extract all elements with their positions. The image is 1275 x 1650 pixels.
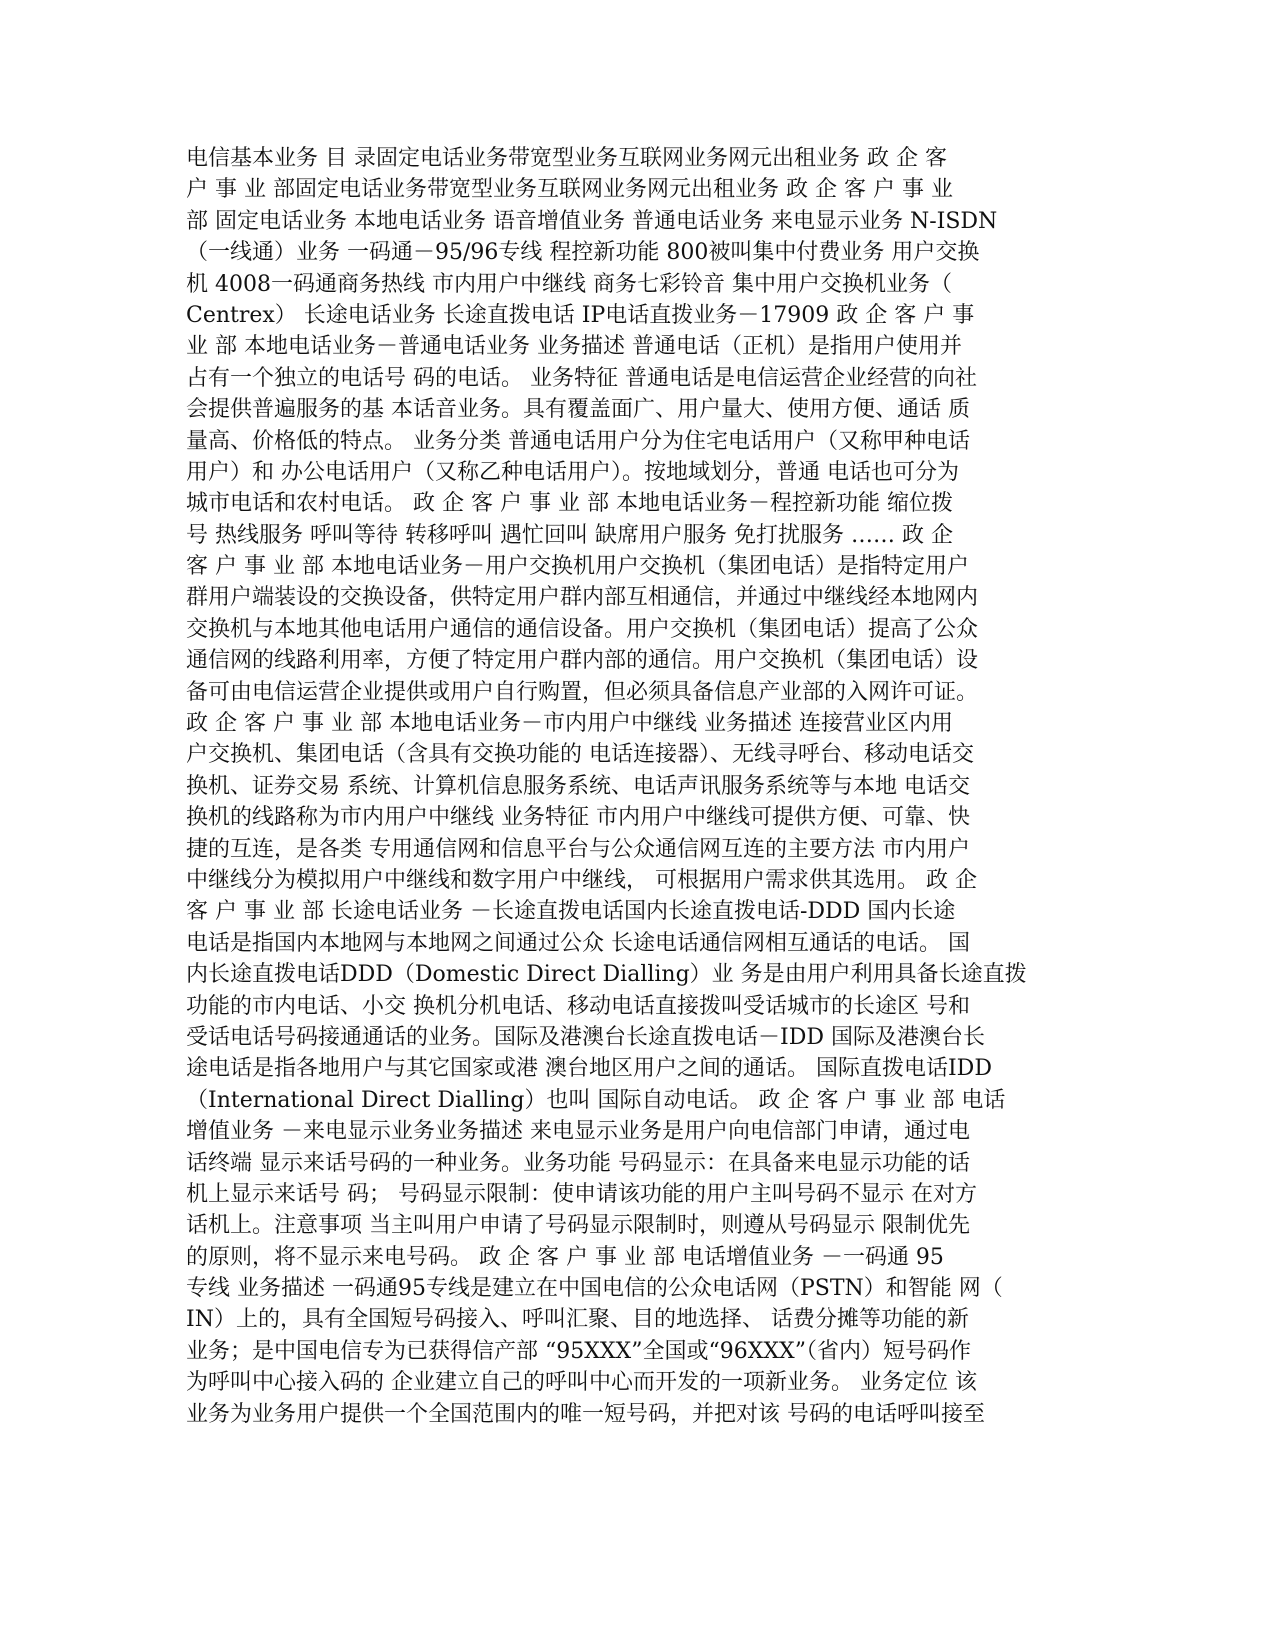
text-line: 话终端 显示来话号码的一种业务。业务功能 号码显示：在具备来电显示功能的话 bbox=[186, 1150, 970, 1176]
text-line: 途电话是指各地用户与其它国家或港 澳台地区用户之间的通话。 国际直拨电话IDD bbox=[186, 1056, 992, 1082]
text-line: 电信基本业务 目 录固定电话业务带宽型业务互联网业务网元出租业务 政 企 客 bbox=[186, 146, 947, 171]
text-line: 换机的线路称为市内用户中继线 业务特征 市内用户中继线可提供方便、可靠、快 bbox=[186, 805, 970, 831]
text-line: 备可由电信运营企业提供或用户自行购置，但必须具备信息产业部的入网许可证。 bbox=[186, 679, 979, 705]
text-line: 户交换机、集团电话（含具有交换功能的 电话连接器）、无线寻呼台、移动电话交 bbox=[186, 742, 974, 768]
text-line: 专线 业务描述 一码通95专线是建立在中国电信的公众电话网（PSTN）和智能 网（ bbox=[186, 1276, 1003, 1302]
text-line: 部 固定电话业务 本地电话业务 语音增值业务 普通电话业务 来电显示业务 N-ISDN bbox=[186, 208, 998, 234]
text-line: （International Direct Dialling）也叫 国际自动电话。 政 企 客 户 事 业 部 电话 bbox=[186, 1087, 1006, 1113]
text-line: 话机上。注意事项 当主叫用户申请了号码显示限制时，则遵从号码显示 限制优先 bbox=[186, 1213, 970, 1239]
text-line: 客 户 事 业 部 本地电话业务－用户交换机用户交换机（集团电话）是指特定用户 bbox=[186, 554, 969, 580]
text-line: 机 4008一码通商务热线 市内用户中继线 商务七彩铃音 集中用户交换机业务（ bbox=[186, 271, 952, 297]
text-line: 号 热线服务 呼叫等待 转移呼叫 遇忙回叫 缺席用户服务 免打扰服务 …… 政 企 bbox=[186, 522, 953, 548]
text-line: 会提供普遍服务的基 本话音业务。具有覆盖面广、用户量大、使用方便、通话 质 bbox=[186, 397, 970, 423]
text-line: 的原则，将不显示来电号码。 政 企 客 户 事 业 部 电话增值业务 －一码通 95 bbox=[186, 1244, 944, 1270]
text-line: 中继线分为模拟用户中继线和数字用户中继线， 可根据用户需求供其选用。 政 企 bbox=[186, 867, 977, 893]
text-line: 机上显示来话号 码； 号码显示限制：使申请该功能的用户主叫号码不显示 在对方 bbox=[186, 1181, 977, 1207]
text-line: 通信网的线路利用率，方便了特定用户群内部的通信。用户交换机（集团电话）设 bbox=[186, 648, 979, 674]
text-line: 业务为业务用户提供一个全国范围内的唯一短号码，并把对该 号码的电话呼叫接至 bbox=[186, 1401, 985, 1427]
text-line: 户 事 业 部固定电话业务带宽型业务互联网业务网元出租业务 政 企 客 户 事 业 bbox=[186, 177, 953, 203]
text-line: IN）上的，具有全国短号码接入、呼叫汇聚、目的地选择、 话费分摊等功能的新 bbox=[186, 1307, 969, 1333]
text-line: 为呼叫中心接入码的 企业建立自己的呼叫中心而开发的一项新业务。 业务定位 该 bbox=[186, 1370, 977, 1396]
text-line: 捷的互连，是各类 专用通信网和信息平台与公众通信网互连的主要方法 市内用户 bbox=[186, 836, 970, 862]
text-line: 换机、证券交易 系统、计算机信息服务系统、电话声讯服务系统等与本地 电话交 bbox=[186, 773, 970, 799]
text-line: 群用户端装设的交换设备，供特定用户群内部互相通信，并通过中继线经本地网内 bbox=[186, 585, 979, 611]
text-line: Centrex） 长途电话业务 长途直拨电话 IP电话直拨业务－17909 政 企 客 户 事 bbox=[186, 302, 975, 328]
text-line: 功能的市内电话、小交 换机分机电话、移动电话直接拨叫受话城市的长途区 号和 bbox=[186, 993, 970, 1019]
text-line: 内长途直拨电话DDD（Domestic Direct Dialling）业 务是由用户利用具备长途直拨 bbox=[186, 962, 1027, 988]
text-line: 政 企 客 户 事 业 部 本地电话业务－市内用户中继线 业务描述 连接营业区内用 bbox=[186, 711, 953, 737]
text-line: 电话是指国内本地网与本地网之间通过公众 长途电话通信网相互通话的电话。 国 bbox=[186, 930, 970, 956]
text-line: 交换机与本地其他电话用户通信的通信设备。用户交换机（集团电话）提高了公众 bbox=[186, 616, 979, 642]
text-line: 业 部 本地电话业务－普通电话业务 业务描述 普通电话（正机）是指用户使用并 bbox=[186, 334, 962, 360]
text-line: 城市电话和农村电话。 政 企 客 户 事 业 部 本地电话业务－程控新功能 缩位拨 bbox=[186, 491, 953, 517]
text-line: 占有一个独立的电话号 码的电话。 业务特征 普通电话是电信运营企业经营的向社 bbox=[186, 365, 977, 391]
text-line: 增值业务 －来电显示业务业务描述 来电显示业务是用户向电信部门申请，通过电 bbox=[186, 1119, 970, 1145]
text-line: （一线通）业务 一码通－95/96专线 程控新功能 800被叫集中付费业务 用户交换 bbox=[186, 240, 980, 266]
text-line: 受话电话号码接通通话的业务。国际及港澳台长途直拨电话－IDD 国际及港澳台长 bbox=[186, 1024, 985, 1050]
text-line: 客 户 事 业 部 长途电话业务 －长途直拨电话国内长途直拨电话-DDD 国内长途 bbox=[186, 899, 956, 925]
text-line: 业务；是中国电信专为已获得信产部 “95XXX”全国或“96XXX”（省内）短号码作 bbox=[186, 1338, 971, 1364]
text-line: 量高、价格低的特点。 业务分类 普通电话用户分为住宅电话用户（又称甲种电话 bbox=[186, 428, 970, 454]
body-text bbox=[186, 143, 1098, 1430]
text-line: 用户）和 办公电话用户（又称乙种电话用户）。按地域划分，普通 电话也可分为 bbox=[186, 459, 959, 485]
